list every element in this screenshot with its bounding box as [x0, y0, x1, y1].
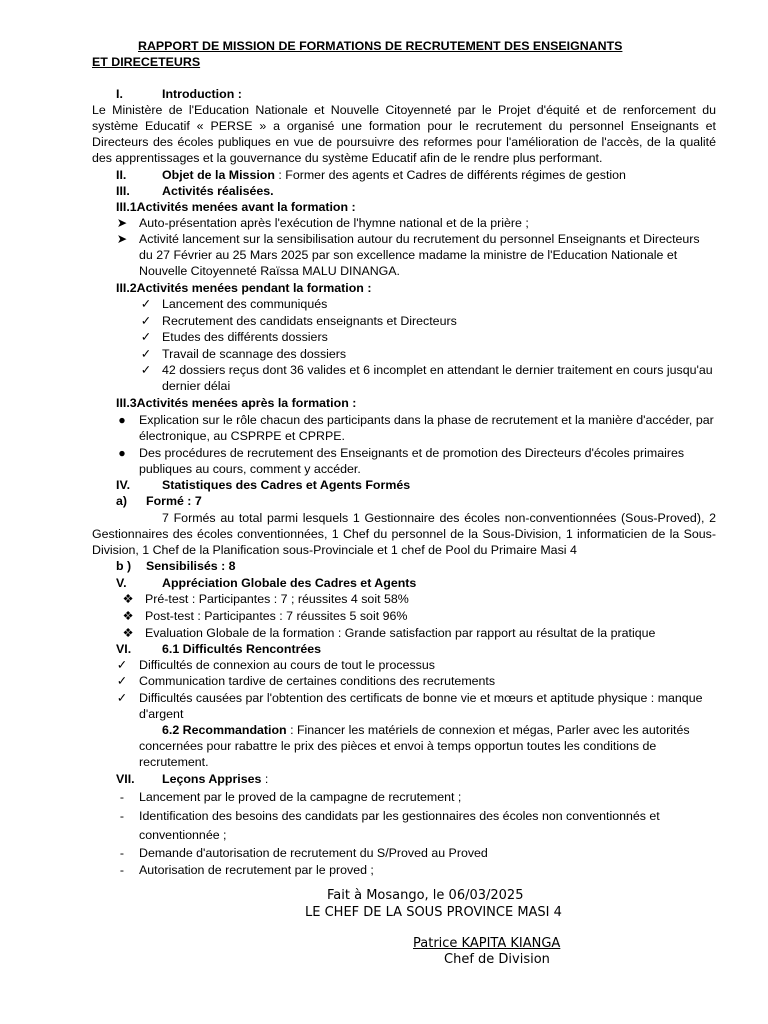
section-activites-heading: III. Activités réalisées. [116, 184, 274, 198]
checkmark-icon: ✓ [140, 314, 152, 328]
dash-bullet-icon: - [119, 846, 125, 860]
diamond-bullet-icon: ❖ [122, 626, 134, 640]
list-item: ✓ Etudes des différents dossiers [92, 329, 716, 345]
place-date: Fait à Mosango, le 06/03/2025 [327, 888, 524, 903]
list-item: ❖ Evaluation Globale de la formation : Grande satisfaction par rapport au résultat de la pratique [92, 625, 716, 641]
section-appreciation-heading: V. Appréciation Globale des Cadres et Agents [116, 576, 417, 590]
list-item: - Lancement par le proved de la campagne de recrutement ; [92, 789, 716, 805]
recommandation-paragraph: 6.2 Recommandation : Financer les matériels de connexion et mégas, Parler avec les autorités concernées pour rabattre le prix des pièces et envoi à temps opportun toutes les conditions de recrutement. [139, 723, 690, 769]
stats-forme-heading: a) Formé : 7 [116, 494, 202, 508]
report-title: RAPPORT DE MISSION DE FORMATIONS DE RECRUTEMENT DES ENSEIGNANTS ET DIRECETEURS [92, 39, 623, 69]
list-item: ✓ Recrutement des candidats enseignants et Directeurs [92, 313, 716, 329]
arrow-bullet-icon: ➤ [116, 232, 128, 246]
list-item: ❖ Pré-test : Participantes : 7 ; réussites 4 soit 58% [92, 591, 716, 607]
list-item: ● Explication sur le rôle chacun des participants dans la phase de recrutement et la manière d'accéder, par électronique, au CSPRPE et CPRPE. [92, 412, 716, 444]
list-item: ✓ Difficultés causées par l'obtention des certificats de bonne vie et mœurs et aptitude physique : manque d'argent [92, 690, 716, 722]
dash-bullet-icon: - [119, 790, 125, 804]
list-item: - Identification des besoins des candidats par les gestionnaires des écoles non conventionnés et conventionnée ; [92, 807, 716, 845]
checkmark-icon: ✓ [140, 347, 152, 361]
section-difficultes-heading: VI. 6.1 Difficultés Rencontrées [116, 642, 322, 656]
section-lecons-heading: VII. Leçons Apprises : [116, 772, 269, 786]
checkmark-icon: ✓ [116, 691, 128, 705]
list-item: ❖ Post-test : Participantes : 7 réussites 5 soit 96% [92, 608, 716, 624]
list-item: ➤ Activité lancement sur la sensibilisation autour du recrutement du personnel Enseignants et Directeurs du 27 Février au 25 Mars 2025 par son excellence madame la ministre de l'Education Nationale et Nouvelle Citoyenneté Raïssa MALU DINANGA. [92, 231, 716, 279]
signatory-office: LE CHEF DE LA SOUS PROVINCE MASI 4 [305, 905, 562, 920]
arrow-bullet-icon: ➤ [116, 216, 128, 230]
signatory-role: Chef de Division [444, 952, 550, 967]
checkmark-icon: ✓ [140, 297, 152, 311]
diamond-bullet-icon: ❖ [122, 592, 134, 606]
signatory-name: Patrice KAPITA KIANGA [413, 936, 561, 951]
list-item: ✓ Communication tardive de certaines conditions des recrutements [92, 673, 716, 689]
list-item: ✓ Difficultés de connexion au cours de tout le processus [92, 657, 716, 673]
list-item: ✓ Travail de scannage des dossiers [92, 346, 716, 362]
dash-bullet-icon: - [119, 863, 125, 877]
section-objet: II. Objet de la Mission : Former des agents et Cadres de différents régimes de gestion [116, 168, 626, 182]
list-item: ● Des procédures de recrutement des Enseignants et de promotion des Directeurs d'écoles primaires publiques au cours, comment y accéder. [92, 445, 716, 477]
checkmark-icon: ✓ [116, 658, 128, 672]
stats-sensibilises: b ) Sensibilisés : 8 [116, 559, 236, 573]
round-bullet-icon: ● [118, 413, 126, 427]
section-statistiques-heading: IV. Statistiques des Cadres et Agents Formés [116, 478, 411, 492]
list-item: - Autorisation de recrutement par le proved ; [92, 862, 716, 878]
subsection-avant-heading: III.1Activités menées avant la formation : [116, 200, 356, 214]
list-item: - Demande d'autorisation de recrutement du S/Proved au Proved [92, 845, 716, 861]
subsection-apres-heading: III.3Activités menées après la formation : [116, 396, 357, 410]
section-introduction-heading: I. Introduction : [116, 87, 242, 101]
dash-bullet-icon: - [119, 809, 125, 823]
diamond-bullet-icon: ❖ [122, 609, 134, 623]
list-item: ✓ 42 dossiers reçus dont 36 valides et 6 incomplet en attendant le dernier traitement en cours jusqu'au dernier délai [92, 362, 716, 394]
subsection-pendant-heading: III.2Activités menées pendant la formation : [116, 281, 372, 295]
stats-forme-paragraph: 7 Formés au total parmi lesquels 1 Gestionnaire des écoles non-conventionnées (Sous-Proved), 2 Gestionnaires des écoles conventionnées, 1 Chef du personnel de la Sous-Division, 1 informaticien de la Sous-Division, 1 Chef de la Planification sous-Provinciale et 1 chef de Pool du Primaire Masi 4 [92, 511, 716, 557]
checkmark-icon: ✓ [116, 674, 128, 688]
list-item: ➤ Auto-présentation après l'exécution de l'hymne national et de la prière ; [92, 215, 716, 231]
introduction-paragraph: Le Ministère de l'Education Nationale et Nouvelle Citoyenneté par le Projet d'équité et de renforcement du système Educatif « PERSE » a organisé une formation pour le recrutement du personnel Enseignants et Directeurs des écoles publiques en vue de poursuivre des reformes pour l'amélioration de l'accès, de la qualité des apprentissages et la gouvernance du système Educatif afin de le rendre plus performant. [92, 103, 716, 165]
checkmark-icon: ✓ [140, 330, 152, 344]
checkmark-icon: ✓ [140, 363, 152, 377]
list-item: ✓ Lancement des communiqués [92, 296, 716, 312]
round-bullet-icon: ● [118, 446, 126, 460]
